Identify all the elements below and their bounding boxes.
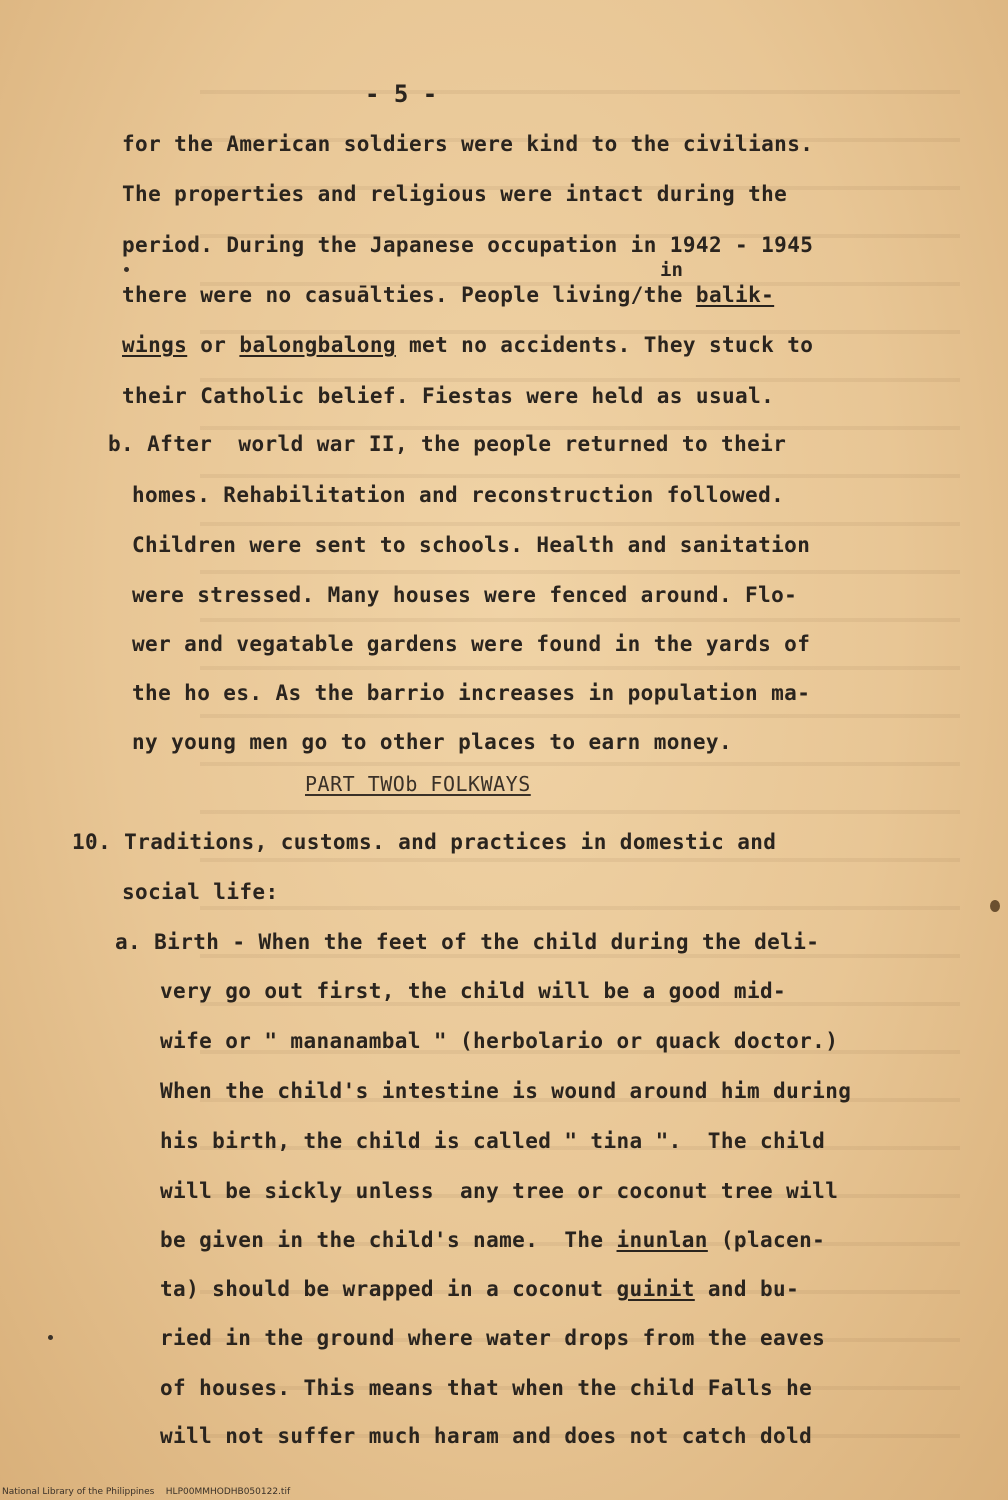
text-line bbox=[122, 283, 774, 307]
text-line: for the American soldiers were kind to the civilians. bbox=[122, 132, 814, 156]
text-line bbox=[122, 333, 813, 357]
underlined-word: guinit bbox=[616, 1277, 695, 1301]
handwritten-insert: in bbox=[660, 259, 683, 281]
text-line: ried in the ground where water drops from the eaves bbox=[160, 1326, 826, 1350]
text-line: very go out first, the child will be a good mid- bbox=[160, 979, 787, 1003]
stray-mark bbox=[990, 900, 1000, 912]
section-heading: PART TWOb FOLKWAYS bbox=[305, 772, 531, 796]
text-line: The properties and religious were intact during the bbox=[122, 182, 788, 206]
text-fragment: ta) should be wrapped in a coconut bbox=[160, 1277, 617, 1301]
text-line: period. During the Japanese occupation in 1942 - 1945 bbox=[122, 233, 814, 257]
text-line: wer and vegatable gardens were found in the yards of bbox=[132, 632, 811, 656]
underlined-word: wings bbox=[122, 333, 188, 357]
text-line: wife or " mananambal " (herbolario or quack doctor.) bbox=[160, 1029, 839, 1053]
archive-footer: National Library of the Philippines HLP00MMHODHB050122.tif bbox=[2, 1487, 291, 1497]
underlined-word: inunlan bbox=[616, 1228, 708, 1252]
text-line: homes. Rehabilitation and reconstruction followed. bbox=[132, 483, 785, 507]
text-line: social life: bbox=[122, 880, 279, 904]
text-fragment: there were no casuālties. People living/the bbox=[122, 283, 696, 307]
underlined-word: balik- bbox=[695, 283, 775, 307]
text-fragment: be given in the child's name. The bbox=[160, 1228, 617, 1252]
text-line: 10. Traditions, customs. and practices in domestic and bbox=[72, 830, 777, 854]
text-fragment: or bbox=[187, 333, 240, 357]
text-line: When the child's intestine is wound around him during bbox=[160, 1079, 852, 1103]
text-line: his birth, the child is called " tina ". The child bbox=[160, 1129, 826, 1153]
text-line: their Catholic belief. Fiestas were held as usual. bbox=[122, 384, 775, 408]
underlined-word: balongbalong bbox=[239, 333, 396, 357]
text-line: a. Birth - When the feet of the child during the deli- bbox=[115, 930, 820, 954]
text-line: the ho es. As the barrio increases in population ma- bbox=[132, 681, 811, 705]
page-number: - 5 - bbox=[365, 80, 438, 108]
text-line bbox=[160, 1228, 825, 1252]
text-fragment: met no accidents. They stuck to bbox=[395, 333, 814, 357]
text-line bbox=[160, 1277, 799, 1301]
text-line: ny young men go to other places to earn money. bbox=[132, 730, 732, 754]
text-line: will not suffer much haram and does not catch dold bbox=[160, 1424, 813, 1448]
stray-mark bbox=[48, 1335, 53, 1340]
text-fragment: and bu- bbox=[694, 1277, 800, 1301]
text-fragment: (placen- bbox=[707, 1228, 826, 1252]
text-line: b. After world war II, the people returned to their bbox=[108, 432, 787, 456]
stray-mark bbox=[124, 267, 129, 272]
text-line: will be sickly unless any tree or coconut tree will bbox=[160, 1179, 839, 1203]
text-line: Children were sent to schools. Health and sanitation bbox=[132, 533, 811, 557]
text-line: of houses. This means that when the child Falls he bbox=[160, 1376, 813, 1400]
text-line: were stressed. Many houses were fenced around. Flo- bbox=[132, 583, 798, 607]
